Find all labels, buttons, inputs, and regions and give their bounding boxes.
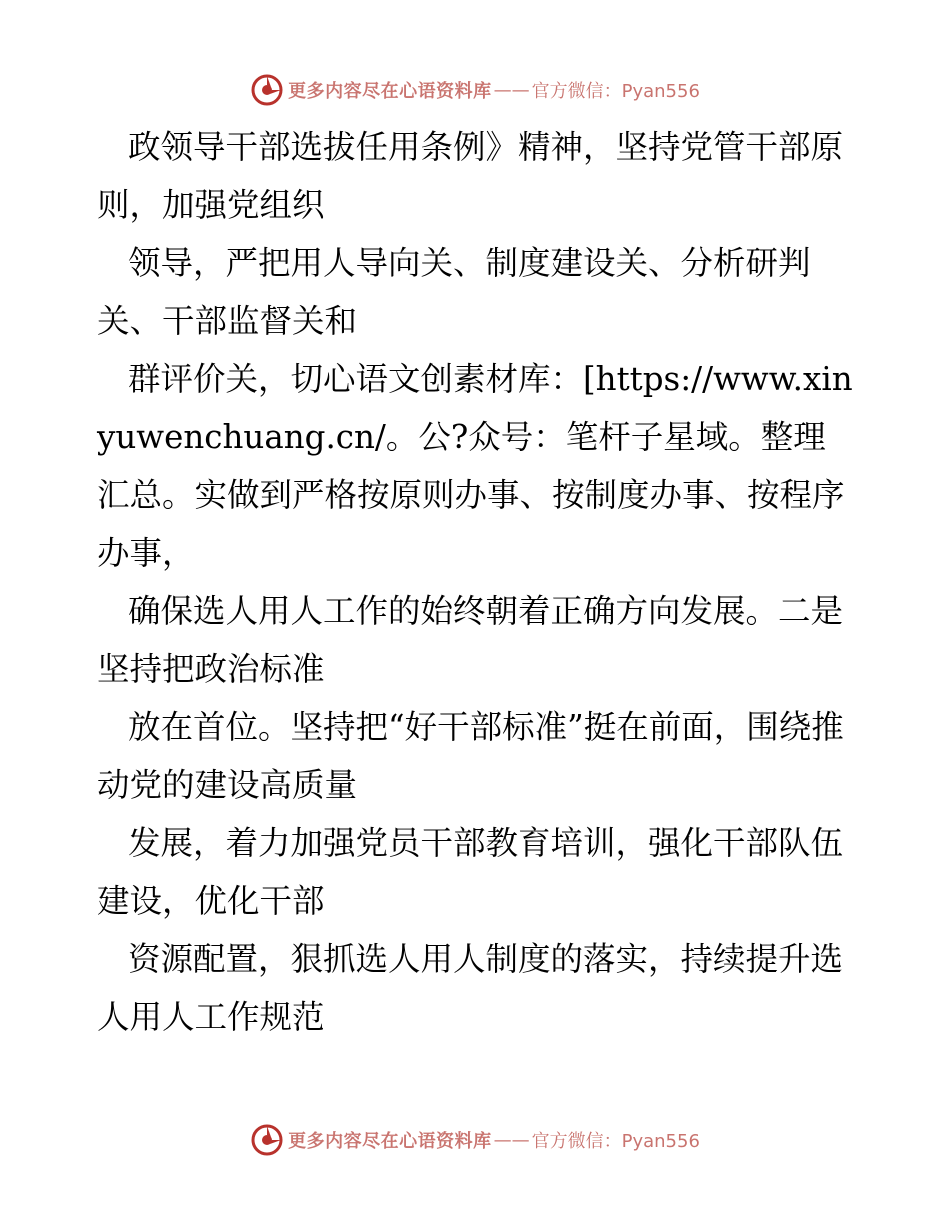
paragraph: 资源配置，狠抓选人用人制度的落实，持续提升选人用人工作规范 — [97, 940, 844, 1036]
paragraph: 群评价关，切心语文创素材库：[https://www.xinyuwenchuang.cn/。公?众号：笔杆子星域。整理汇总。实做到严格按原则办事、按制度办事、按程序办事， — [97, 360, 853, 572]
watermark-dash: —— — [493, 1129, 530, 1151]
watermark-wechat-text: 官方微信：Pyan556 — [531, 81, 700, 102]
logo-icon — [250, 1123, 284, 1157]
watermark-dash: —— — [493, 79, 530, 101]
paragraph: 放在首位。坚持把“好干部标准”挺在前面，围绕推动党的建设高质量 — [97, 708, 844, 804]
watermark-wechat-text: 官方微信：Pyan556 — [531, 1131, 700, 1152]
document-body — [97, 118, 857, 1046]
paragraph: 确保选人用人工作的始终朝着正确方向发展。二是坚持把政治标准 — [97, 592, 844, 688]
logo-icon — [250, 73, 284, 107]
watermark-main-text: 更多内容尽在心语资料库 — [288, 1131, 492, 1152]
paragraph: 发展，着力加强党员干部教育培训，强化干部队伍建设，优化干部 — [97, 824, 844, 920]
watermark-main-text: 更多内容尽在心语资料库 — [288, 81, 492, 102]
paragraph: 政领导干部选拔任用条例》精神，坚持党管干部原则，加强党组织 — [97, 128, 844, 224]
footer-watermark — [0, 1120, 950, 1160]
paragraph: 领导，严把用人导向关、制度建设关、分析研判关、干部监督关和 — [97, 244, 811, 340]
header-watermark — [0, 70, 950, 110]
